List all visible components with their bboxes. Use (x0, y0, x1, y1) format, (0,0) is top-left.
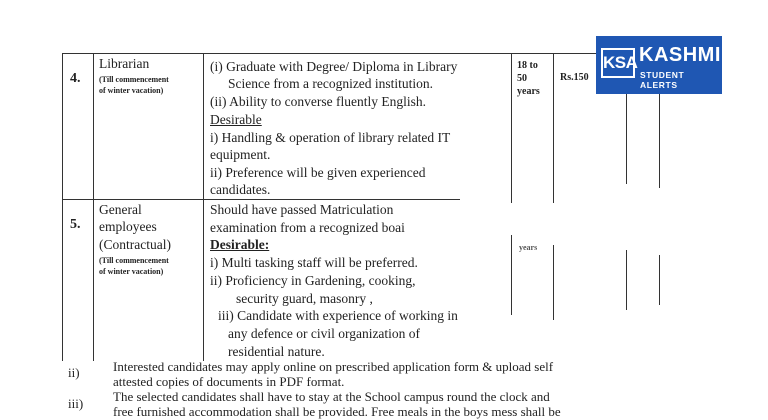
post-title: Librarian (99, 56, 150, 71)
post-title: employees (99, 219, 157, 234)
ksa-logo (596, 36, 736, 94)
col-divider-2 (203, 53, 204, 361)
col-divider-5b (626, 250, 627, 310)
desirable-line: i) Handling & operation of library related IT (210, 130, 451, 145)
note-line: attested copies of documents in PDF format. (113, 374, 345, 389)
desirable-line: iii) Candidate with experience of working in (218, 308, 458, 323)
age-limit: 50 (517, 73, 527, 84)
desirable-line: security guard, masonry , (236, 291, 373, 306)
logo-name: KASHMIR (639, 44, 736, 66)
col-divider-4 (553, 53, 554, 203)
desirable-line: ii) Proficiency in Gardening, cooking, (210, 273, 416, 288)
table-top-border (62, 53, 662, 54)
desirable-line: candidates. (210, 182, 271, 197)
post-note: of winter vacation) (99, 86, 164, 95)
desirable-line: ii) Preference will be given experienced (210, 165, 426, 180)
desirable-label: Desirable (210, 112, 262, 127)
logo-abbr: KSA (601, 48, 635, 78)
post-title: General (99, 202, 142, 217)
desirable-line: residential nature. (228, 344, 325, 359)
note-line: Interested candidates may apply online on prescribed application form & upload self (113, 359, 554, 374)
desirable-label: Desirable: (210, 237, 270, 252)
note-marker: ii) (68, 365, 80, 380)
qualification-line: (ii) Ability to converse fluently English. (210, 94, 426, 109)
row-number: 5. (70, 217, 81, 232)
note-line: free furnished accommodation shall be provided. Free meals in the boys mess shall be (113, 404, 561, 419)
age-limit: years (517, 86, 540, 97)
qualification-line: (i) Graduate with Degree/ Diploma in Library (210, 59, 458, 74)
table-left-border (62, 53, 63, 361)
desirable-line: any defence or civil organization of (228, 326, 421, 341)
age-limit: 18 to (517, 60, 538, 71)
qualification-line: Should have passed Matriculation (210, 202, 394, 217)
row-number: 4. (70, 71, 81, 86)
col-divider-5 (626, 94, 627, 184)
row-separator (62, 199, 460, 200)
col-divider-3b (511, 235, 512, 315)
note-marker: iii) (68, 396, 84, 411)
post-note: (Till commencement (99, 75, 169, 84)
desirable-line: i) Multi tasking staff will be preferred. (210, 255, 418, 270)
qualification-line: Science from a recognized institution. (228, 76, 434, 91)
post-title: (Contractual) (99, 237, 171, 252)
col-divider-6b (659, 255, 660, 305)
note-line: The selected candidates shall have to stay at the School campus round the clock and (113, 389, 550, 404)
desirable-line: equipment. (210, 147, 271, 162)
age-limit: years (519, 243, 538, 252)
pay-scale: Rs.150 (560, 72, 589, 83)
col-divider-3 (511, 53, 512, 203)
post-note: of winter vacation) (99, 267, 164, 276)
logo-tagline: STUDENT ALERTS (640, 70, 685, 90)
col-divider-1 (93, 53, 94, 361)
qualification-line: examination from a recognized boai (210, 220, 405, 235)
col-divider-4b (553, 245, 554, 320)
post-note: (Till commencement (99, 256, 169, 265)
